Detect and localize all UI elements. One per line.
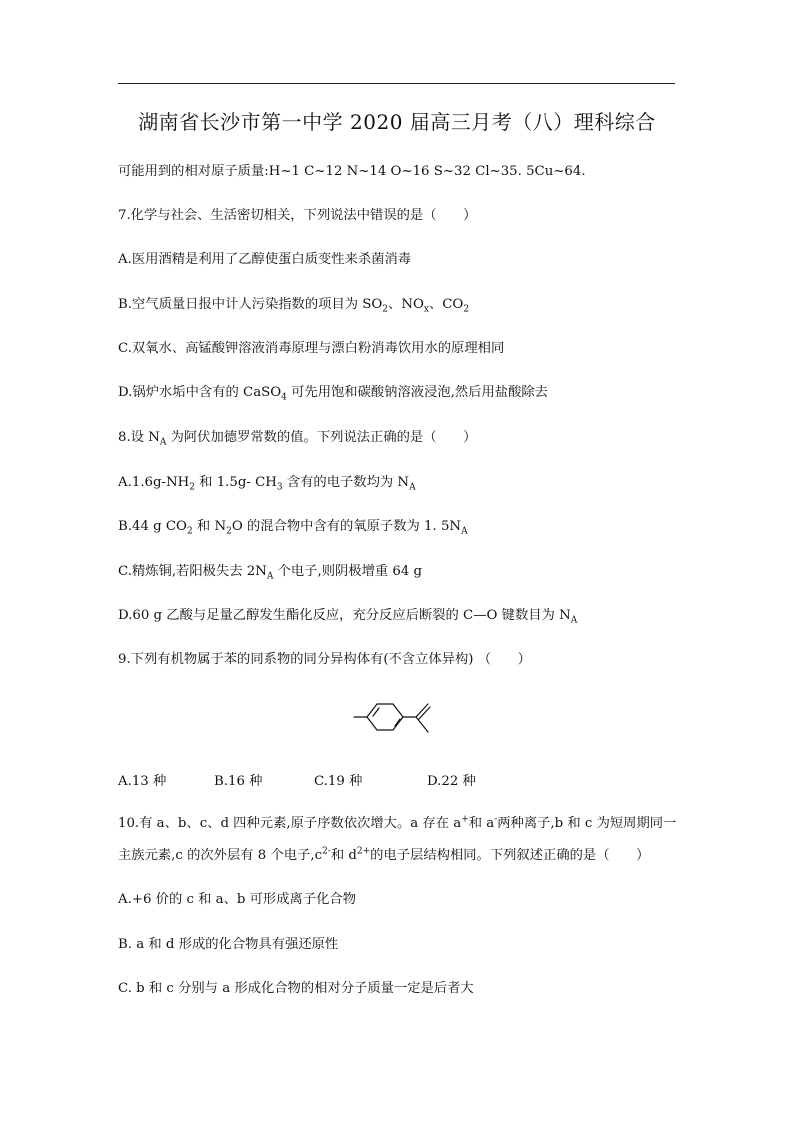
q7-option-b: B.空气质量日报中计人污染指数的项目为 $SO_2$、$NO_x$、$CO_2$: [118, 297, 470, 315]
q9-stem: 9.下列有机物属于苯的同系物的同分异构体有(不含立体异构) （ ）: [118, 652, 531, 667]
q10-option-c: C. b 和 c 分别与 a 形成化合物的相对分子质量一定是后者大: [118, 981, 474, 996]
q10-option-a: A.+6 价的 c 和 a、b 可形成离子化合物: [118, 892, 357, 907]
q8-option-d: D.60 g 乙酸与足量乙醇发生酯化反应，充分反应后断裂的 C—O 键数目为 $N_A$: [118, 608, 578, 626]
q7-option-c: C.双氧水、高锰酸钾溶液消毒原理与漂白粉消毒饮用水的原理相同: [118, 341, 505, 356]
q10-stem-line2: 主族元素,c 的次外层有 8 个电子$,c^{2-}$和 $d^{2+}$的电子层结构相同。下列叙述正确的是（ ）: [118, 846, 650, 863]
q7-option-d: D.锅炉水垢中含有的 CaSO$_4$ 可先用饱和碳酸钠溶液浸泡,然后用盐酸除去: [118, 385, 548, 403]
q9-options: [118, 770, 678, 788]
q8-stem: 8.设 $N_A$ 为阿伏加德罗常数的值。下列说法正确的是（ ）: [118, 430, 477, 448]
atomic-mass-line: 可能用到的相对原子质量:H~1 C~12 N~14 O~16 S~32 Cl~35. 5Cu~64.: [118, 164, 586, 179]
q9-option-d: D.22 种: [427, 774, 476, 789]
q7-stem: 7.化学与社会、生活密切相关，下列说法中错误的是（ ）: [118, 208, 477, 223]
q9-option-b: B.16 种: [214, 774, 263, 789]
header-rule: [118, 83, 675, 84]
q8-option-c: C.精炼铜,若阳极失去 $2N_A$ 个电子,则阴极增重 64 g: [118, 564, 423, 582]
q9-option-c: C.19 种: [314, 774, 363, 789]
q10-stem-line1: 10.有 a、b、c、d 四种元素,原子序数依次增大。a 存在 a+和 a-两种离子,b 和 c 为短周期同一: [118, 814, 677, 831]
molecule-structure-diagram: [350, 694, 440, 740]
q10-option-b: B. a 和 d 形成的化合物具有强还原性: [118, 937, 339, 952]
q8-option-b: B.44 g $CO_2$ 和 $N_2O$ 的混合物中含有的氧原子数为 1. $5N_A$: [118, 519, 468, 537]
q8-option-a: $A.1.6g-NH_2$ 和 1.5g- $CH_3$ 含有的电子数均为 $N_A$: [118, 475, 416, 493]
q9-option-a: A.13 种: [118, 774, 167, 789]
page-title: 湖南省长沙市第一中学 2020 届高三月考（八）理科综合: [138, 110, 656, 134]
q7-option-a: A.医用酒精是利用了乙醇使蛋白质变性来杀菌消毒: [118, 252, 412, 267]
